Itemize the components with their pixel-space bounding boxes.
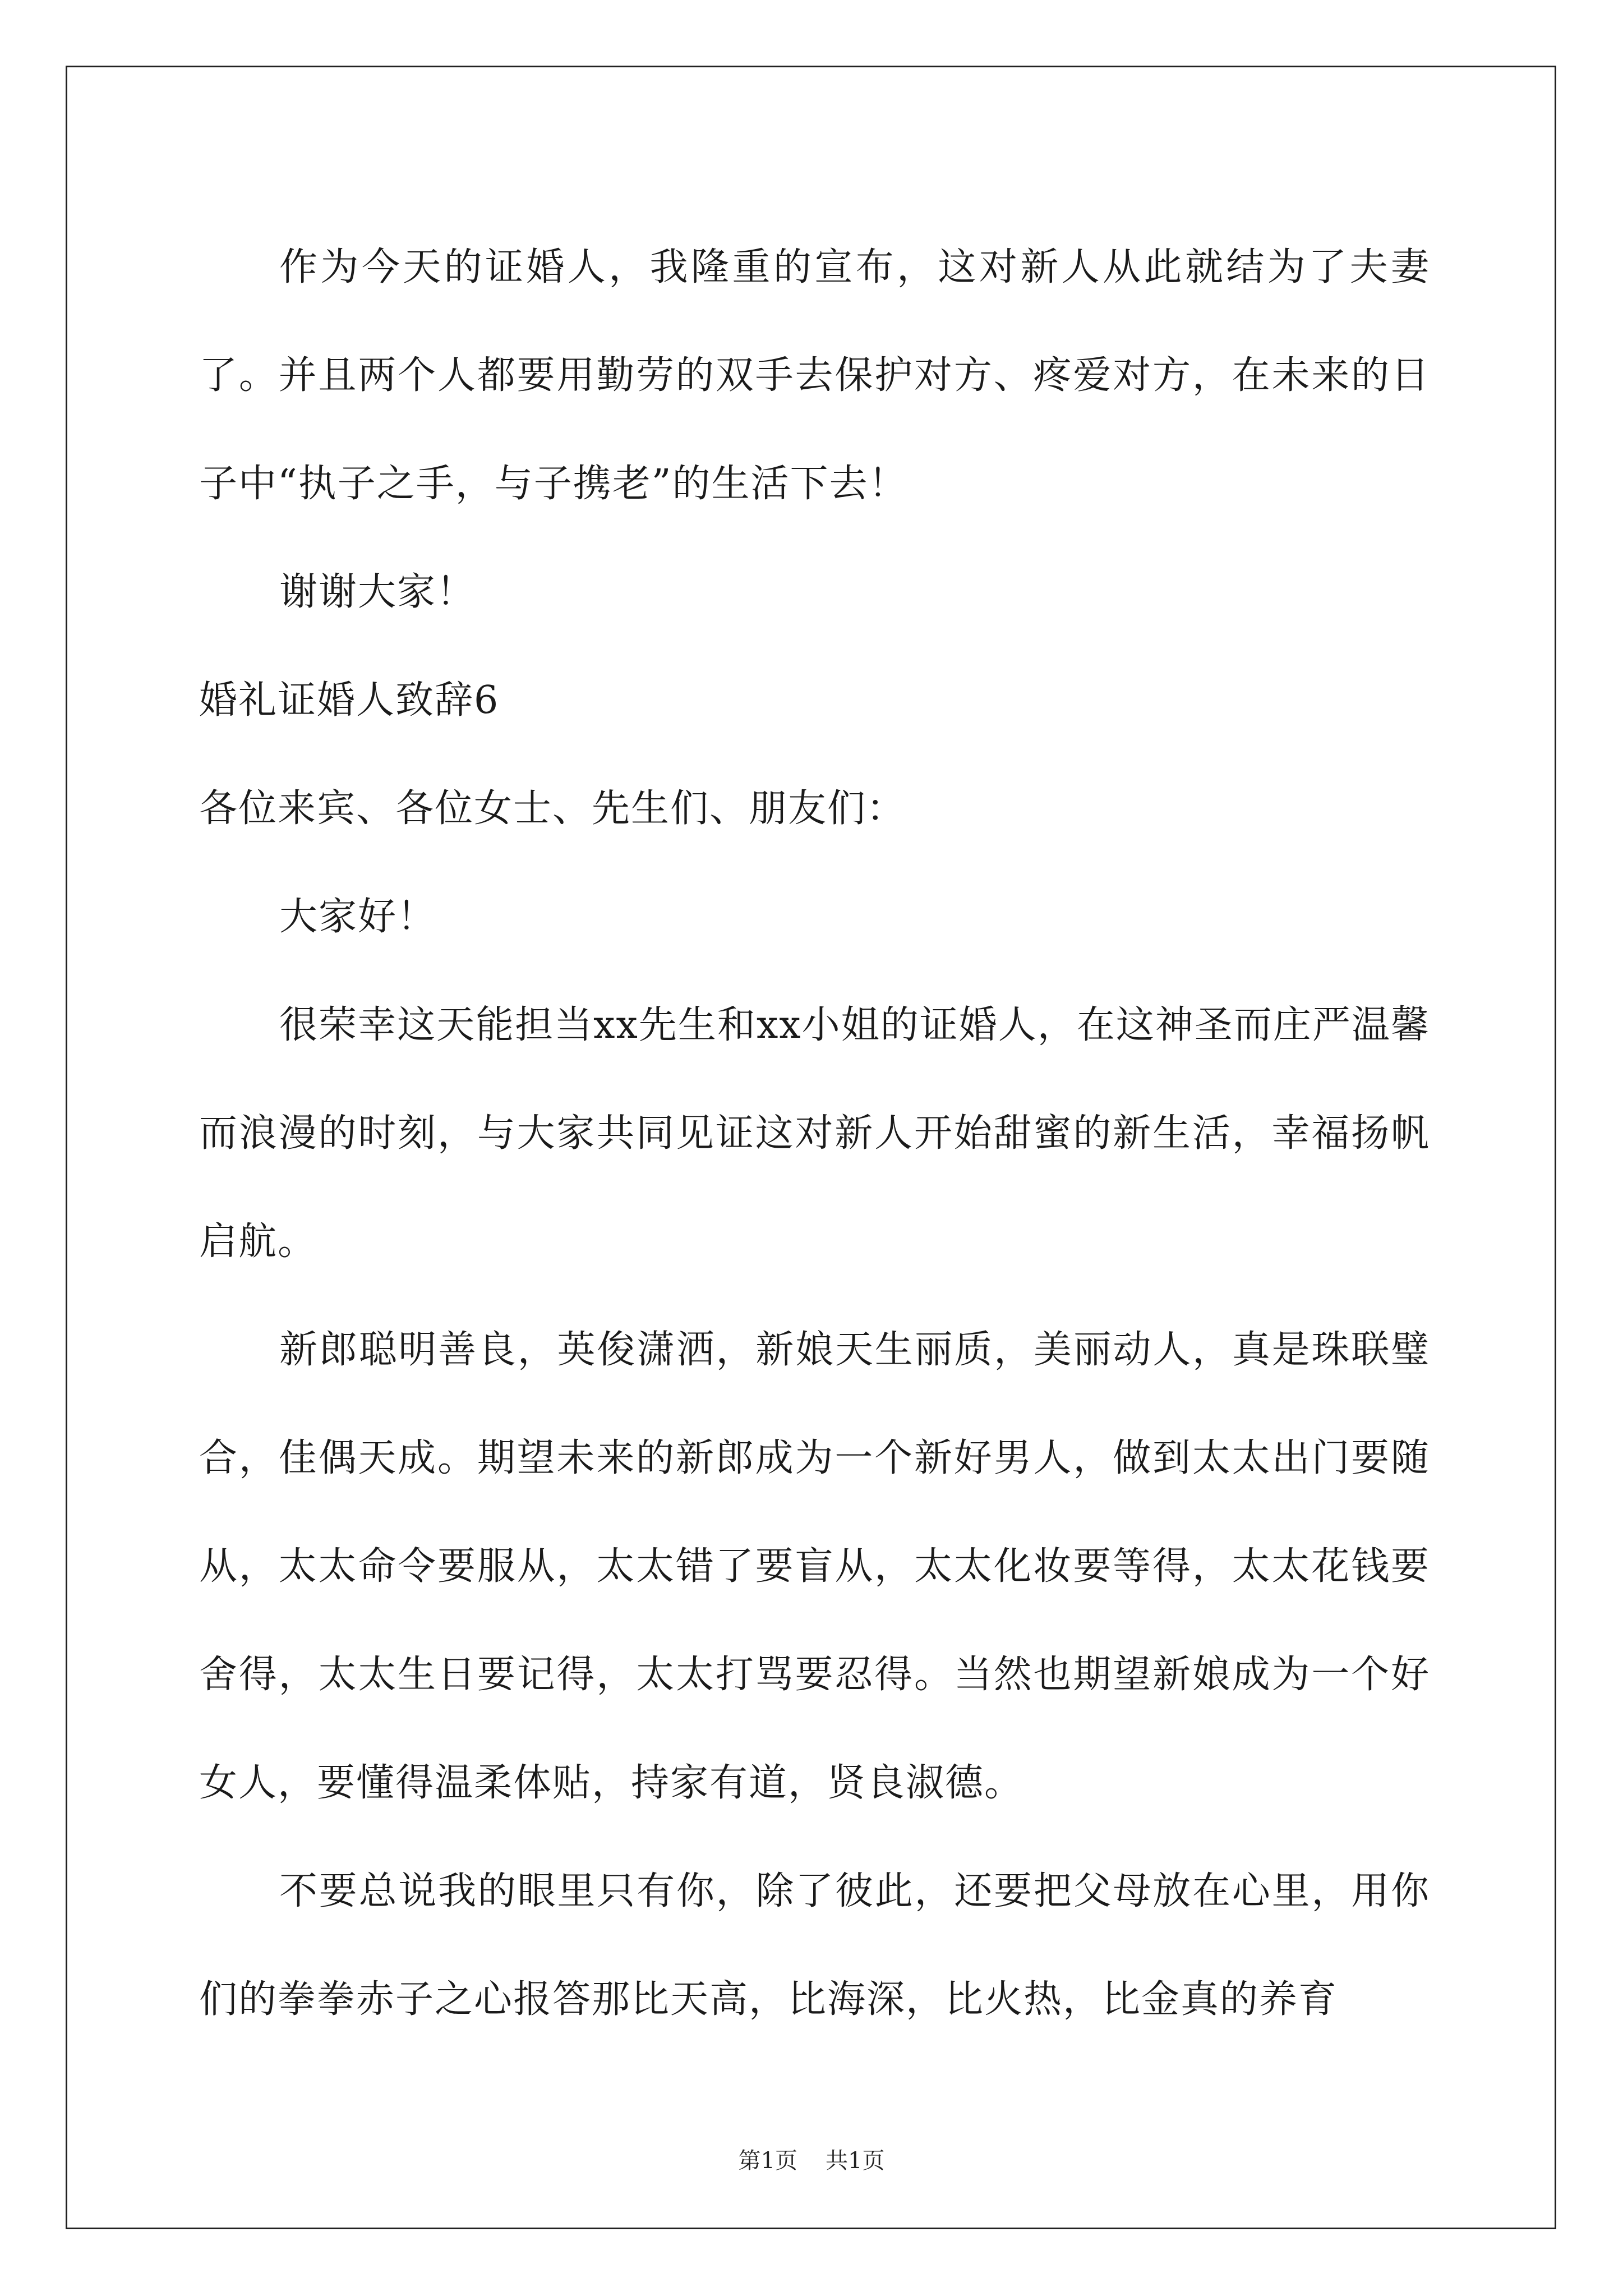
paragraph: 不要总说我的眼里只有你，除了彼此，还要把父母放在心里，用你们的拳拳赤子之心报答那比天高，比海深，比火热，比金真的养育 [199,1869,1430,2022]
page-footer [0,2143,1623,2175]
salutation: 各位来宾、各位女士、先生们、朋友们： [199,786,906,831]
page-number: 第1页 [738,2148,797,2174]
paragraph: 很荣幸这天能担当xx先生和xx小姐的证婚人，在这神圣而庄严温馨而浪漫的时刻，与大家共同见证这对新人开始甜蜜的新生活，幸福扬帆启航。 [199,1003,1430,1264]
document-body [199,213,1430,2054]
section-heading: 婚礼证婚人致辞6 [199,678,500,723]
page-total: 共1页 [826,2148,885,2174]
paragraph: 作为今天的证婚人，我隆重的宣布，这对新人从此就结为了夫妻了。并且两个人都要用勤劳的双手去保护对方、疼爱对方，在未来的日子中“执子之手，与子携老”的生活下去！ [199,245,1430,506]
paragraph: 谢谢大家！ [279,570,476,614]
paragraph: 大家好！ [279,895,437,939]
paragraph: 新郎聪明善良，英俊潇洒，新娘天生丽质，美丽动人，真是珠联璧合，佳偶天成。期望未来的新郎成为一个新好男人，做到太太出门要随从，太太命令要服从，太太错了要盲从，太太化妆要等得，太太花钱要舍得，太太生日要记得，太太打骂要忍得。当然也期望新娘成为一个好女人，要懂得温柔体贴，持家有道，贤良淑德。 [199,1328,1430,1805]
